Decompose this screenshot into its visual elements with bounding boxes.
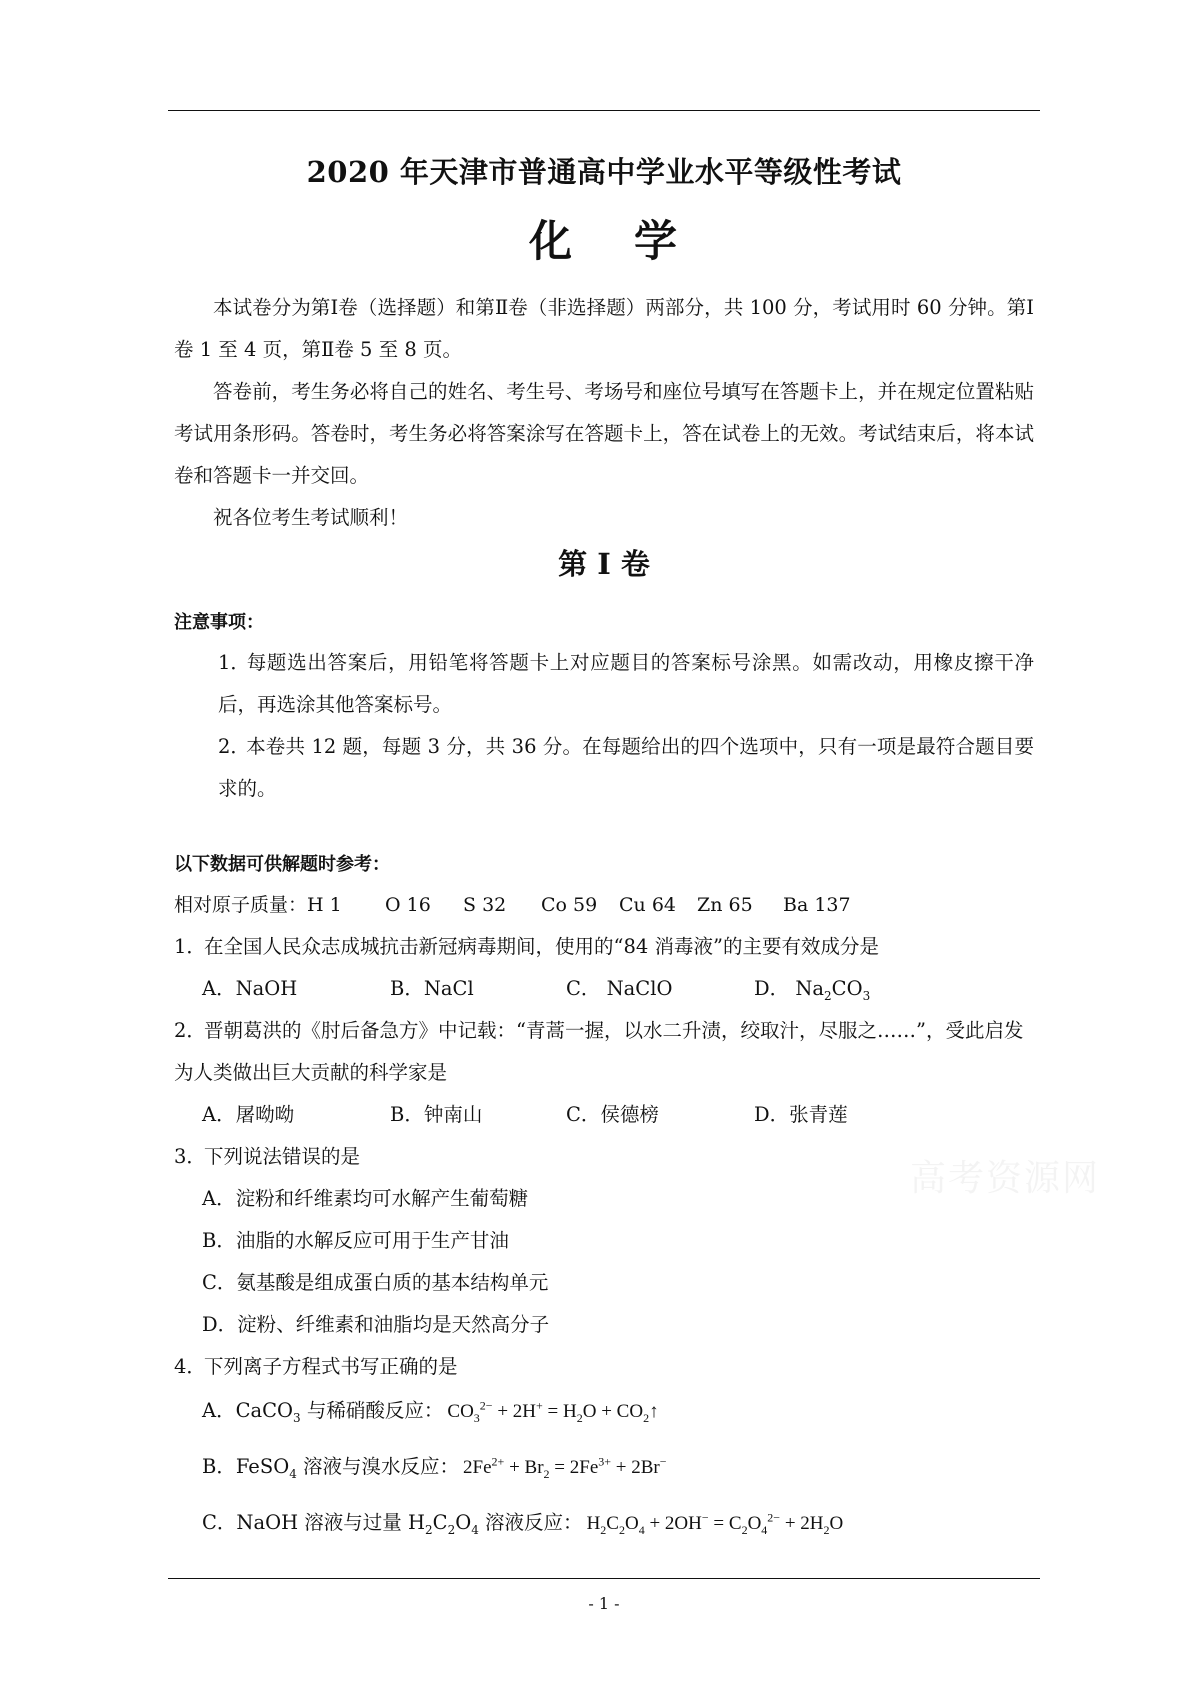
option-d: D．张青莲: [754, 1103, 848, 1126]
exam-title: 2020 年天津市普通高中学业水平等级性考试: [306, 155, 902, 189]
equation-c: $H_2C_2O_4 + 2OH^- = C_2O_4^{2-} + 2H_2O$: [586, 1510, 844, 1537]
subject-char-2: 学: [634, 217, 679, 267]
atomic-mass-line: [174, 884, 851, 926]
subject-title: [168, 208, 1040, 269]
question-4: [174, 1346, 1034, 1388]
question-text: 晋朝葛洪的《肘后备急方》中记载：“青蒿一握，以水二升渍，绞取汁，尽服之……”，受此启发为人类做出巨大贡献的科学家是: [174, 1019, 1024, 1084]
note-text: 每题选出答案后，用铅笔将答题卡上对应题目的答案标号涂黑。如需改动，用橡皮擦干净后，再选涂其他答案标号。: [218, 651, 1034, 716]
atomic-mass: S 32: [463, 894, 507, 916]
question-1: [174, 926, 1034, 968]
note-item: [218, 726, 1034, 810]
option-a: A．NaOH: [202, 977, 298, 1000]
note-number: 2．: [218, 735, 250, 758]
question-text: 在全国人民众志成城抗击新冠病毒期间，使用的“84 消毒液”的主要有效成分是: [204, 935, 879, 958]
question-3: [174, 1136, 1034, 1178]
option-c: C．NaOH 溶液与过量 $H_2C_2O_4$ 溶液反应： $H_2C_2O_4 + 2OH^- = C_2O_4^{2-} + 2H_2O$: [202, 1510, 844, 1537]
option-b: B．油脂的水解反应可用于生产甘油: [202, 1229, 509, 1252]
option-b: B．钟南山: [390, 1103, 483, 1126]
question-1-options: [202, 968, 870, 1010]
reference-heading: 以下数据可供解题时参考：: [174, 854, 390, 875]
atomic-mass: Ba 137: [783, 894, 851, 916]
section-title: 第 I 卷: [558, 547, 650, 581]
question-2-options: [202, 1094, 848, 1136]
option-c: C．氨基酸是组成蛋白质的基本结构单元: [202, 1271, 549, 1294]
watermark: 高考资源网: [910, 1158, 1101, 1199]
option-c: C． NaClO: [566, 977, 673, 1000]
intro-paragraph-2: 答卷前，考生务必将自己的姓名、考生号、考场号和座位号填写在答题卡上，并在规定位置粘贴考试用条形码。答卷时，考生务必将答案涂写在答题卡上，答在试卷上的无效。考试结束后，将本试卷和答题卡一并交回。: [174, 380, 1034, 487]
question-number: 1．: [174, 935, 206, 958]
atomic-mass: H 1: [307, 894, 342, 916]
option-d: D． $Na_2CO_3$: [754, 977, 871, 1003]
option-a: A．淀粉和纤维素均可水解产生葡萄糖: [202, 1187, 529, 1210]
equation-b: $2Fe^{2+} + Br_2 = 2Fe^{3+} + 2Br^-$: [463, 1454, 667, 1481]
question-number: 4．: [174, 1355, 206, 1378]
notes-heading: 注意事项：: [174, 612, 264, 633]
atomic-mass-label: 相对原子质量：: [174, 894, 308, 916]
intro-paragraph-3: 祝各位考生考试顺利！: [213, 506, 409, 529]
header-rule: [168, 110, 1040, 111]
footer-rule: [168, 1578, 1040, 1579]
page-number: - 1 -: [588, 1594, 620, 1613]
atomic-mass: Co 59: [541, 894, 598, 916]
note-text: 本卷共 12 题，每题 3 分，共 36 分。在每题给出的四个选项中，只有一项是最符合题目要求的。: [218, 735, 1034, 800]
option-b: B．NaCl: [390, 977, 474, 1000]
note-number: 1．: [218, 651, 250, 674]
option-c: C．侯德榜: [566, 1103, 659, 1126]
question-text: 下列离子方程式书写正确的是: [204, 1355, 458, 1378]
question-number: 3．: [174, 1145, 206, 1168]
option-a: A．CaCO$_3$ 与稀硝酸反应： $CO_3^{2-} + 2H^+ = H_2O$ + $CO_2↑$: [202, 1398, 659, 1425]
option-b: B．FeSO$_4$ 溶液与溴水反应： $2Fe^{2+} + Br_2 = 2Fe^{3+} + 2Br^-$: [202, 1454, 667, 1481]
option-a: A．屠呦呦: [202, 1103, 295, 1126]
note-item: [218, 642, 1034, 726]
intro-paragraph-1: 本试卷分为第Ⅰ卷（选择题）和第Ⅱ卷（非选择题）两部分，共 100 分，考试用时 60 分钟。第Ⅰ卷 1 至 4 页，第Ⅱ卷 5 至 8 页。: [174, 296, 1034, 361]
question-2: [174, 1010, 1034, 1094]
option-d: D．淀粉、纤维素和油脂均是天然高分子: [202, 1313, 550, 1336]
subject-char-1: 化: [529, 217, 574, 267]
atomic-mass: O 16: [385, 894, 431, 916]
atomic-mass: Zn 65: [697, 894, 753, 916]
equation-a: $CO_3^{2-} + 2H^+ = H_2O$ + $CO_2↑$: [447, 1398, 659, 1425]
question-text: 下列说法错误的是: [204, 1145, 361, 1168]
question-number: 2．: [174, 1019, 206, 1042]
atomic-mass: Cu 64: [619, 894, 677, 916]
